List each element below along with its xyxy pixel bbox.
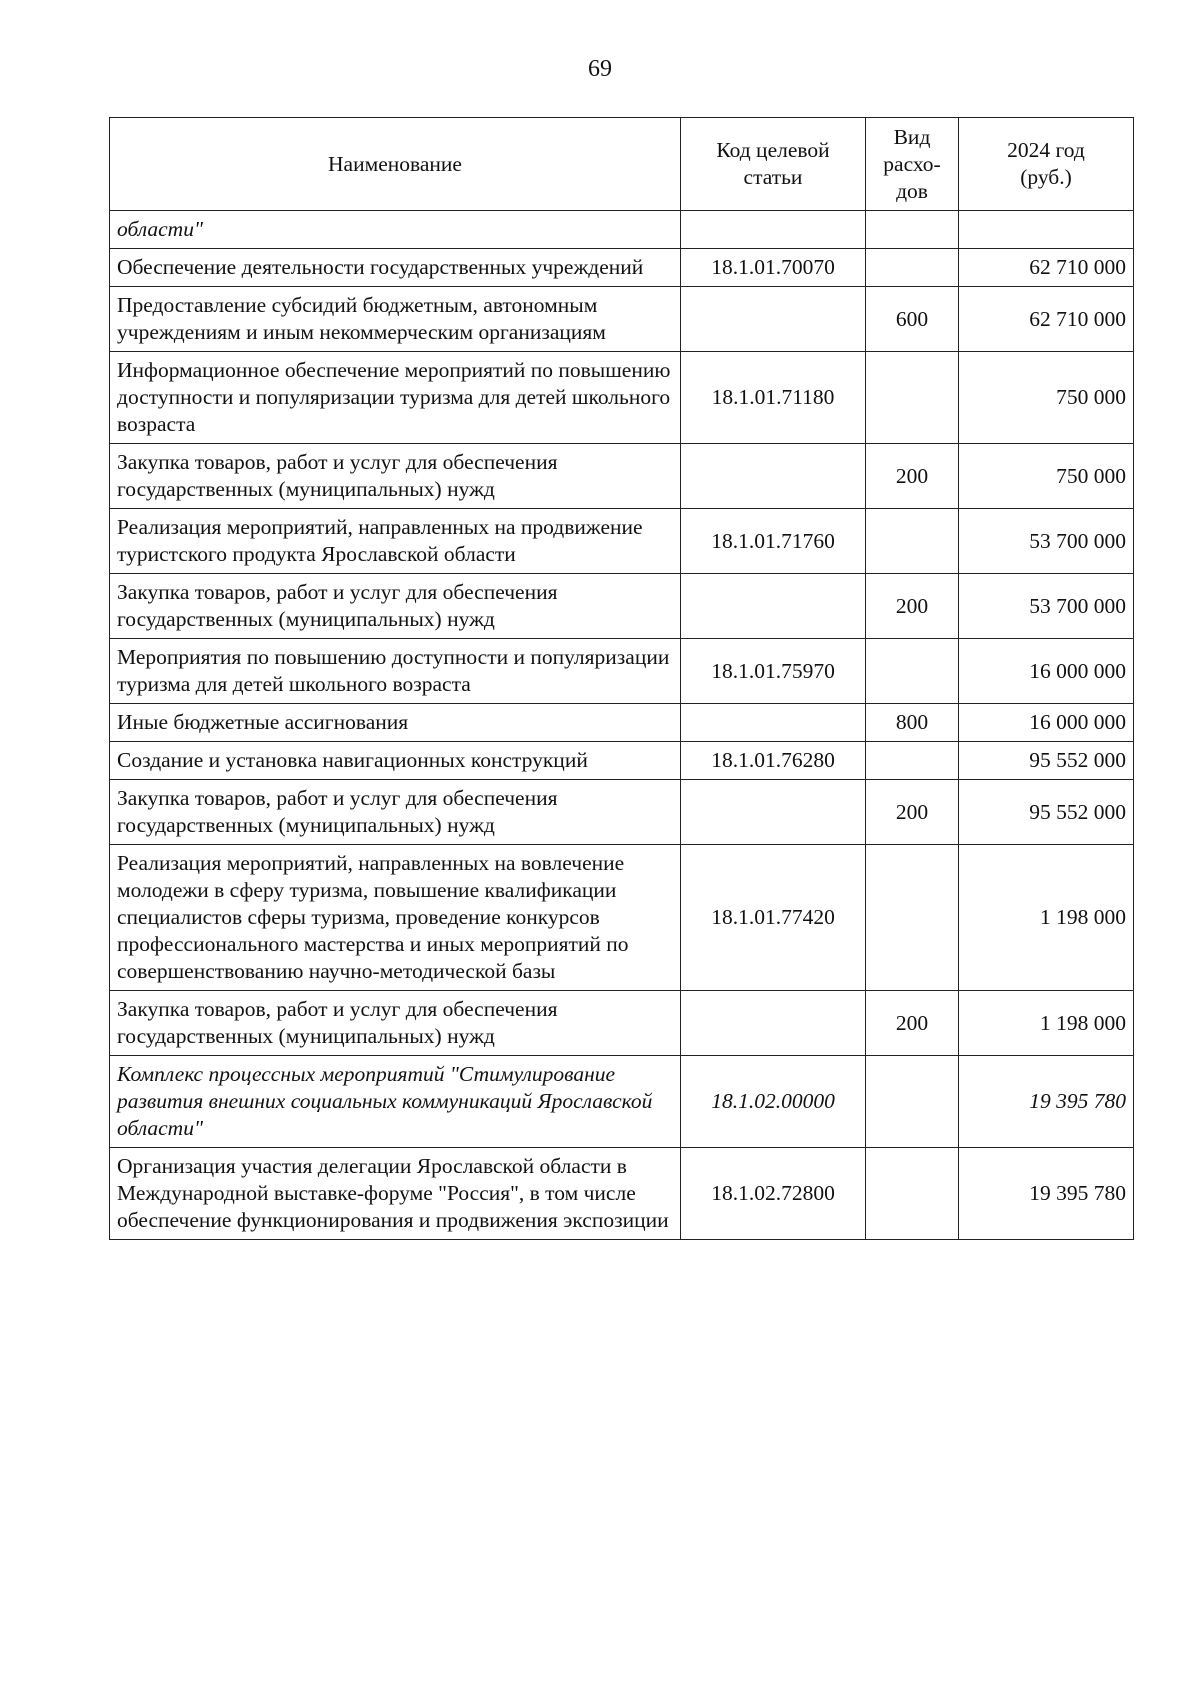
header-amount: 2024 год (руб.) — [959, 118, 1134, 211]
table-row — [110, 991, 1134, 1056]
row-code-cell — [681, 574, 866, 639]
header-type: Вид расхо- дов — [866, 118, 959, 211]
table-row — [110, 352, 1134, 444]
table-row — [110, 574, 1134, 639]
table-row — [110, 287, 1134, 352]
row-name-cell: Организация участия делегации Ярославской области в Международной выставке-форуме "Россия", в том числе обеспечение функционирования и продвижения экспозиции — [110, 1148, 681, 1240]
row-amount-cell: 19 395 780 — [959, 1056, 1134, 1148]
row-name-cell: Закупка товаров, работ и услуг для обеспечения государственных (муниципальных) нужд — [110, 780, 681, 845]
row-amount-cell — [959, 211, 1134, 249]
table-row — [110, 509, 1134, 574]
row-name-cell: Комплекс процессных мероприятий "Стимулирование развития внешних социальных коммуникаций Ярославской области" — [110, 1056, 681, 1148]
row-code-cell: 18.1.01.71760 — [681, 509, 866, 574]
row-code-cell — [681, 287, 866, 352]
row-name-cell: Мероприятия по повышению доступности и популяризации туризма для детей школьного возраста — [110, 639, 681, 704]
row-type-cell — [866, 845, 959, 991]
row-amount-cell: 53 700 000 — [959, 574, 1134, 639]
row-type-cell: 800 — [866, 704, 959, 742]
row-type-cell: 200 — [866, 780, 959, 845]
row-name-cell: Закупка товаров, работ и услуг для обеспечения государственных (муниципальных) нужд — [110, 991, 681, 1056]
row-type-cell — [866, 509, 959, 574]
row-name-cell: Информационное обеспечение мероприятий по повышению доступности и популяризации туризма для детей школьного возраста — [110, 352, 681, 444]
table-row — [110, 1056, 1134, 1148]
row-type-cell: 200 — [866, 574, 959, 639]
table-row — [110, 249, 1134, 287]
row-name-cell: Обеспечение деятельности государственных учреждений — [110, 249, 681, 287]
table-row — [110, 639, 1134, 704]
row-amount-cell: 16 000 000 — [959, 639, 1134, 704]
row-name-cell: Предоставление субсидий бюджетным, автономным учреждениям и иным некоммерческим организациям — [110, 287, 681, 352]
row-code-cell: 18.1.02.00000 — [681, 1056, 866, 1148]
row-name-cell: Закупка товаров, работ и услуг для обеспечения государственных (муниципальных) нужд — [110, 574, 681, 639]
row-type-cell: 200 — [866, 444, 959, 509]
table-row — [110, 742, 1134, 780]
table-row — [110, 704, 1134, 742]
row-type-cell: 600 — [866, 287, 959, 352]
row-type-cell: 200 — [866, 991, 959, 1056]
table-header-row — [110, 118, 1134, 211]
row-type-cell — [866, 1148, 959, 1240]
header-code: Код целевой статьи — [681, 118, 866, 211]
row-code-cell: 18.1.01.71180 — [681, 352, 866, 444]
row-code-cell — [681, 444, 866, 509]
table-row — [110, 780, 1134, 845]
row-name-cell: области" — [110, 211, 681, 249]
row-code-cell: 18.1.01.70070 — [681, 249, 866, 287]
row-type-cell — [866, 352, 959, 444]
row-code-cell — [681, 704, 866, 742]
row-code-cell — [681, 780, 866, 845]
row-name-cell: Иные бюджетные ассигнования — [110, 704, 681, 742]
table-body — [110, 211, 1134, 1240]
budget-table — [109, 117, 1134, 1240]
row-code-cell: 18.1.01.75970 — [681, 639, 866, 704]
row-name-cell: Закупка товаров, работ и услуг для обеспечения государственных (муниципальных) нужд — [110, 444, 681, 509]
row-code-cell: 18.1.01.77420 — [681, 845, 866, 991]
row-name-cell: Реализация мероприятий, направленных на продвижение туристского продукта Ярославской области — [110, 509, 681, 574]
row-type-cell — [866, 742, 959, 780]
row-amount-cell: 1 198 000 — [959, 991, 1134, 1056]
page-number: 69 — [588, 56, 612, 82]
row-code-cell: 18.1.02.72800 — [681, 1148, 866, 1240]
row-amount-cell: 750 000 — [959, 444, 1134, 509]
table-row — [110, 444, 1134, 509]
table-row — [110, 211, 1134, 249]
table-row — [110, 1148, 1134, 1240]
row-amount-cell: 62 710 000 — [959, 249, 1134, 287]
row-amount-cell: 16 000 000 — [959, 704, 1134, 742]
row-type-cell — [866, 211, 959, 249]
row-amount-cell: 53 700 000 — [959, 509, 1134, 574]
row-amount-cell: 95 552 000 — [959, 742, 1134, 780]
table-row — [110, 845, 1134, 991]
row-type-cell — [866, 639, 959, 704]
row-name-cell: Создание и установка навигационных конструкций — [110, 742, 681, 780]
row-name-cell: Реализация мероприятий, направленных на вовлечение молодежи в сферу туризма, повышение квалификации специалистов сферы туризма, проведение конкурсов профессионального мастерства и иных мероприятий по совершенствованию научно-методической базы — [110, 845, 681, 991]
row-code-cell — [681, 211, 866, 249]
row-code-cell: 18.1.01.76280 — [681, 742, 866, 780]
row-code-cell — [681, 991, 866, 1056]
row-type-cell — [866, 249, 959, 287]
row-type-cell — [866, 1056, 959, 1148]
row-amount-cell: 19 395 780 — [959, 1148, 1134, 1240]
header-name: Наименование — [110, 118, 681, 211]
row-amount-cell: 95 552 000 — [959, 780, 1134, 845]
row-amount-cell: 750 000 — [959, 352, 1134, 444]
row-amount-cell: 1 198 000 — [959, 845, 1134, 991]
row-amount-cell: 62 710 000 — [959, 287, 1134, 352]
